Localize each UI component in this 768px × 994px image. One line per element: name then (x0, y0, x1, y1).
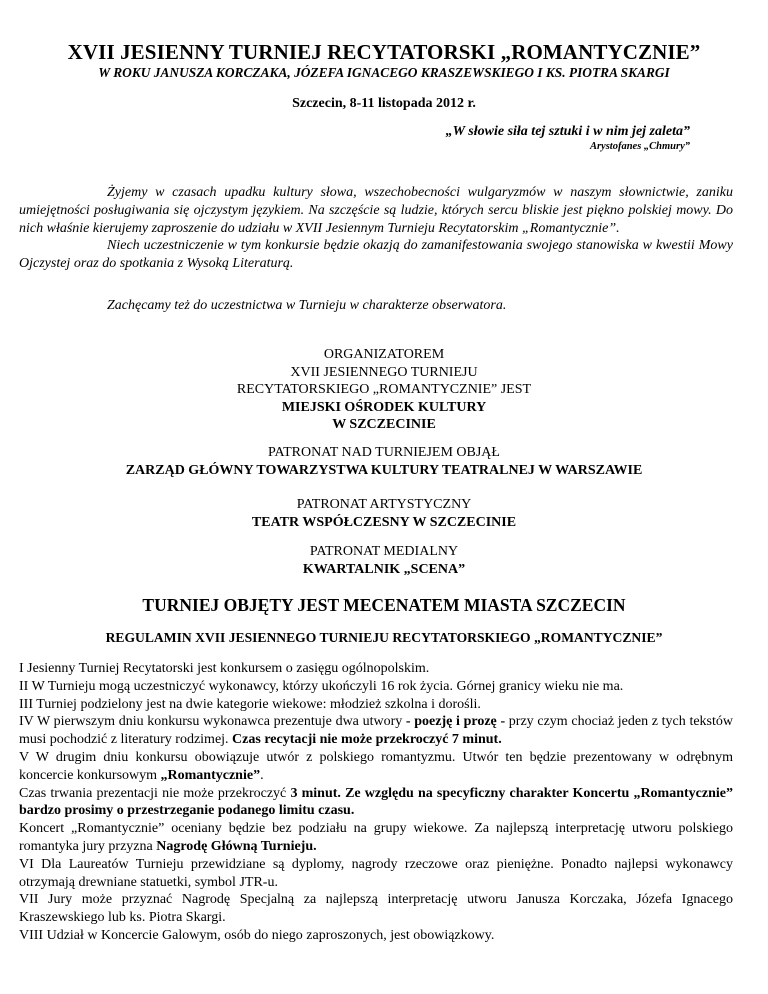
patronage-label: PATRONAT NAD TURNIEJEM OBJĄŁ (268, 445, 500, 460)
organizer-line: ORGANIZATOREM (323, 347, 445, 362)
artistic-patronage-name: TEATR WSPÓŁCZESNY W SZCZECINIE (251, 514, 517, 530)
artistic-patronage-label: PATRONAT ARTYSTYCZNY (296, 497, 472, 512)
rule-item (19, 713, 733, 749)
document-subtitle: W ROKU JANUSZA KORCZAKA, JÓZEFA IGNACEGO KRASZEWSKIEGO I KS. PIOTRA SKARGI (98, 65, 670, 80)
rule-item: I Jesienny Turniej Recytatorski jest konkursem o zasięgu ogólnopolskim. (19, 661, 430, 676)
rule-text: V W drugim dniu konkursu obowiązuje utwór z polskiego romantyzmu. Utwór ten będzie prezentowany w odrębnym koncercie konkursowym (19, 749, 733, 783)
organizer-block (0, 346, 768, 434)
rule-item: VI Dla Laureatów Turnieju przewidziane są dyplomy, nagrody rzeczowe oraz pieniężne. Ponadto najlepsi wykonawcy otrzymają drewniane statuetki, symbol JTR-u. (19, 856, 733, 890)
rule-text: Koncert „Romantycznie” oceniany będzie bez podziału na grupy wiekowe. Za najlepszą interpretację utworu polskiego romantyka jury przyzna (19, 821, 733, 854)
rule-item: III Turniej podzielony jest na dwie kategorie wiekowe: młodzież szkolna i dorośli. (19, 696, 481, 712)
mecenat-heading: TURNIEJ OBJĘTY JEST MECENATEM MIASTA SZCZECIN (142, 595, 626, 615)
rule-item (19, 820, 733, 856)
media-patronage-block (0, 543, 768, 578)
patronage-name: ZARZĄD GŁÓWNY TOWARZYSTWA KULTURY TEATRALNEJ W WARSZAWIE (125, 462, 643, 478)
organizer-line: XVII JESIENNEGO TURNIEJU (290, 364, 478, 380)
invite-text: Zachęcamy też do uczestnictwa w Turnieju w charakterze obserwatora. (107, 298, 507, 313)
rule-item (19, 749, 733, 785)
rule-emphasis: „Romantycznie” (160, 767, 261, 783)
organizer-city: W SZCZECINIE (332, 417, 436, 433)
motto-author: Arystofanes „Chmury” (589, 141, 690, 152)
rule-item (19, 785, 733, 821)
organizer-name: MIEJSKI OŚRODEK KULTURY (281, 399, 487, 415)
place-date: Szczecin, 8-11 listopada 2012 r. (292, 96, 476, 111)
organizer-line: RECYTATORSKIEGO „ROMANTYCZNIE” JEST (236, 382, 532, 398)
rule-text: przy czym chociaż jeden z tych tekstów musi pochodzić z literatury rodzimej. (19, 714, 734, 748)
rule-emphasis: - poezję i prozę - (405, 714, 506, 730)
rule-text: . (260, 767, 264, 783)
intro-paragraph: Żyjemy w czasach upadku kultury słowa, wszechobecności wulgaryzmów w naszym słownictwie, zaniku umiejętności posługiwania się ojczystym językiem. Na szczęście są ludzie, których sercu bliskie jest piękno polskiej mowy. Do nich właśnie kierujemy zaproszenie do udziału w XVII Jesiennym Turnieju Recytatorskim „Romantycznie”. (19, 185, 733, 236)
document-title: XVII JESIENNY TURNIEJ RECYTATORSKI „ROMANTYCZNIE” (67, 40, 701, 64)
rule-emphasis: 3 minut. Ze względu na specyficzny charakter Koncertu „Romantycznie” bardzo prosimy o przestrzeganie podanego limitu czasu. (19, 785, 733, 819)
intro-text (19, 184, 733, 273)
rule-item: VIII Udział w Koncercie Galowym, osób do niego zaproszonych, jest obowiązkowy. (19, 927, 495, 943)
rule-item: II W Turnieju mogą uczestniczyć wykonawcy, którzy ukończyli 16 rok życia. Górnej granicy wieku nie ma. (19, 678, 624, 694)
motto-quote: „W słowie siła tej sztuki i w nim jej zaleta” (445, 124, 690, 139)
artistic-patronage-block (0, 496, 768, 531)
media-patronage-label: PATRONAT MEDIALNY (309, 544, 459, 559)
media-patronage-name: KWARTALNIK „SCENA” (302, 561, 466, 577)
regulations-text (19, 660, 733, 945)
patronage-block (0, 444, 768, 479)
rule-item: VII Jury może przyznać Nagrodę Specjalną za najlepszą interpretację utworu Janusza Korczaka, Józefa Ignacego Kraszewskiego lub ks. Piotra Skargi. (19, 892, 733, 926)
intro-paragraph: Niech uczestniczenie w tym konkursie będzie okazją do zamanifestowania swojego stanowiska w kwestii Mowy Ojczystej oraz do spotkania z Wysoką Literaturą. (19, 238, 733, 272)
rule-emphasis: Nagrodę Główną Turnieju. (156, 838, 317, 854)
rule-text: IV W pierwszym dniu konkursu wykonawca prezentuje dwa utwory (19, 714, 406, 730)
regulations-title: REGULAMIN XVII JESIENNEGO TURNIEJU RECYTATORSKIEGO „ROMANTYCZNIE” (105, 630, 663, 645)
rule-emphasis: Czas recytacji nie może przekroczyć 7 minut. (232, 732, 502, 748)
rule-text: Czas trwania prezentacji nie może przekroczyć (19, 785, 291, 801)
